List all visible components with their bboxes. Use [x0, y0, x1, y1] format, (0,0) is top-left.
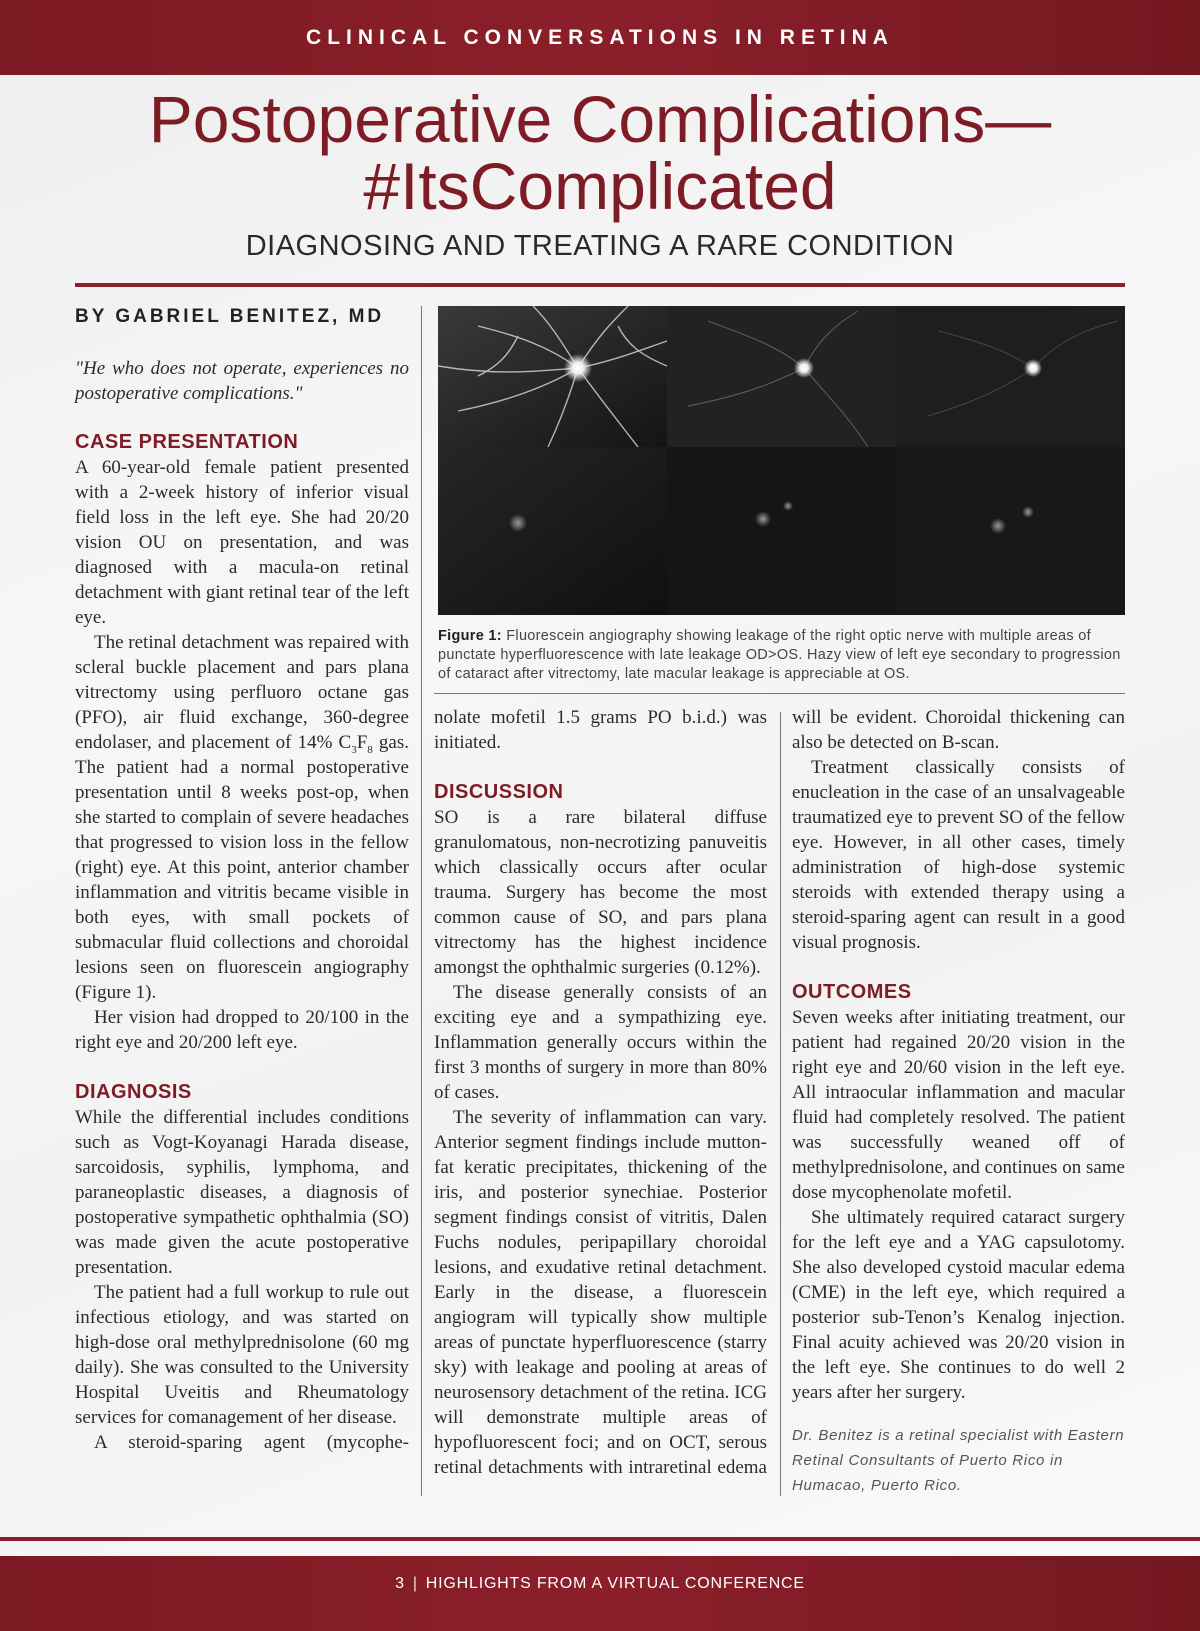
outcomes-paragraph-2: She ultimately required cataract surgery for the left eye and a YAG capsulotomy. She also developed cystoid macular edema (CME) in the left eye, which required a posterior sub-Tenon’s Kenalog injection. Final acuity achieved was 20/20 vision in the left eye. She continues to do well 2 years after her surgery.	[792, 1207, 1125, 1403]
title-line-2: #ItsComplicated	[363, 149, 837, 223]
diagnosis-heading: DIAGNOSIS	[75, 1081, 192, 1103]
diagnosis-paragraph-2: The patient had a full workup to rule out infectious etiology, and was started on high-dose oral methylprednisolone (60 mg daily). She was consulted to the University Hospital Uveitis and Rheumatology services for comanagement of her disease.	[75, 1282, 409, 1428]
continued-paragraph: nolate mofetil 1.5 grams PO b.i.d.) was initiated.	[434, 707, 767, 753]
column-divider-2	[780, 712, 781, 1496]
caption-divider	[434, 693, 1125, 694]
leakage-spot-os-mid-2	[783, 501, 793, 511]
figure-1-angiography	[438, 306, 1125, 615]
leakage-spot-os-early	[509, 514, 527, 532]
panel-od-early	[438, 306, 667, 447]
optic-disc-od-early	[564, 354, 592, 382]
column-3	[792, 705, 1125, 1498]
optic-disc-od-mid	[794, 358, 814, 378]
case-paragraph-2: The retinal detachment was repaired with scleral buckle placement and pars plana vitrectomy using perfluoro octane gas (PFO), air fluid exchange, 360-degree endolaser, and placement of 14% $C_3F_8$ gas. The patient had a normal postoperative presentation until 8 weeks post-op, when she started to complain of severe headaches that progressed to vision loss in the fellow (right) eye. At this point, anterior chamber inflammation and vitritis became visible in both eyes, with small pockets of submacular fluid collections and choroidal lesions seen on fluorescein angiography (Figure 1).	[75, 632, 409, 1003]
leakage-spot-os-late-2	[1022, 506, 1034, 518]
panel-os-mid	[667, 447, 896, 615]
treatment-paragraph: Treatment classically consists of enucleation in the case of an unsalvageable traumatized eye to prevent SO of the fellow eye. However, in all other cases, timely administration of high-dose systemic steroids with extended therapy using a steroid-sparing agent can result in a good visual prognosis.	[792, 757, 1125, 953]
leakage-spot-os-late	[990, 518, 1006, 534]
discussion-paragraph-3: The severity of inflammation can vary. Anterior segment findings include mutton-fat keratic precipitates, thickening of the iris, and posterior synechiae. Posterior segment findings consist of vitritis, Dalen Fuchs nodules, peripapillary choroidal lesions, and exudative retinal detachment. Early in the disease, a fluorescein angiogram will typically show multiple areas of punctate hyperfluorescence (starry sky) with leakage and pooling at areas of neurosensory detachment of the retina. ICG will demonstrate multiple areas of hypofluorescent foci; and on OCT, serous retinal detachments with intraretinal edema	[434, 1107, 767, 1478]
diagnosis-paragraph-3: A steroid-sparing agent (mycophe-	[94, 1432, 409, 1453]
column-divider-1	[421, 306, 422, 1496]
outcomes-heading: OUTCOMES	[792, 981, 912, 1003]
leakage-spot-os-mid	[755, 511, 771, 527]
figure-label: Figure 1:	[438, 628, 502, 644]
panel-os-early	[438, 447, 667, 615]
panel-os-late	[896, 447, 1125, 615]
author-bio: Dr. Benitez is a retinal specialist with Eastern Retinal Consultants of Puerto Rico in Humacao, Puerto Rico.	[792, 1427, 1125, 1494]
panel-od-late	[896, 306, 1125, 447]
footer-text: HIGHLIGHTS FROM A VIRTUAL CONFERENCE	[425, 1575, 805, 1592]
page-number: 3	[395, 1575, 405, 1592]
panel-od-mid	[667, 306, 896, 447]
discussion-heading: DISCUSSION	[434, 781, 564, 803]
discussion-paragraph-2: The disease generally consists of an exciting eye and a sympathizing eye. Inflammation generally occurs within the first 3 months of surgery in more than 80% of cases.	[434, 982, 767, 1103]
page-subtitle: DIAGNOSING AND TREATING A RARE CONDITION	[245, 230, 955, 262]
footer-separator: |	[412, 1575, 418, 1592]
page-footer	[0, 1556, 1200, 1631]
footer-divider	[0, 1537, 1200, 1541]
column-2	[434, 705, 767, 1480]
page-title	[0, 82, 1200, 223]
column-1	[75, 430, 409, 1455]
figure-caption-text: Fluorescein angiography showing leakage of the right optic nerve with multiple areas of punctate hyperfluorescence with late leakage OD>OS. Hazy view of left eye secondary to progression of cataract after vitrectomy, late macular leakage is appreciable at OS.	[438, 628, 1121, 682]
optic-disc-od-late	[1024, 359, 1042, 377]
continued-paragraph-col3: will be evident. Choroidal thickening can also be detected on B-scan.	[792, 707, 1125, 753]
diagnosis-paragraph-1: While the differential includes conditions such as Vogt-Koyanagi Harada disease, sarcoidosis, syphilis, lymphoma, and paraneoplastic diseases, a diagnosis of postoperative sympathetic ophthalmia (SO) was made given the acute postoperative presentation.	[75, 1107, 409, 1278]
header-banner: CLINICAL CONVERSATIONS IN RETINA	[0, 0, 1200, 75]
outcomes-paragraph-1: Seven weeks after initiating treatment, our patient had regained 20/20 vision in the right eye and 20/60 vision in the left eye. All intraocular inflammation and macular fluid had completely resolved. The patient was successfully weaned off of methylprednisolone, and continues on same dose mycophenolate mofetil.	[792, 1007, 1125, 1203]
author-byline: BY GABRIEL BENITEZ, MD	[75, 306, 385, 327]
angiography-panels	[438, 306, 1125, 615]
epigraph-quote: "He who does not operate, experiences no postoperative complications."	[75, 358, 409, 404]
title-line-1: Postoperative Complications—	[148, 82, 1052, 156]
case-presentation-heading: CASE PRESENTATION	[75, 431, 299, 453]
case-paragraph-1: A 60-year-old female patient presented with a 2-week history of inferior visual field loss in the left eye. She had 20/20 vision OU on presentation, and was diagnosed with a macula-on retinal detachment with giant retinal tear of the left eye.	[75, 457, 409, 628]
title-divider	[75, 283, 1125, 287]
case-paragraph-3: Her vision had dropped to 20/100 in the right eye and 20/200 left eye.	[75, 1007, 409, 1053]
figure-caption	[438, 627, 1125, 684]
discussion-paragraph-1: SO is a rare bilateral diffuse granulomatous, non-necrotizing panuveitis which classically occurs after ocular trauma. Surgery has become the most common cause of SO, and pars plana vitrectomy has the highest incidence amongst the ophthalmic surgeries (0.12%).	[434, 807, 767, 978]
